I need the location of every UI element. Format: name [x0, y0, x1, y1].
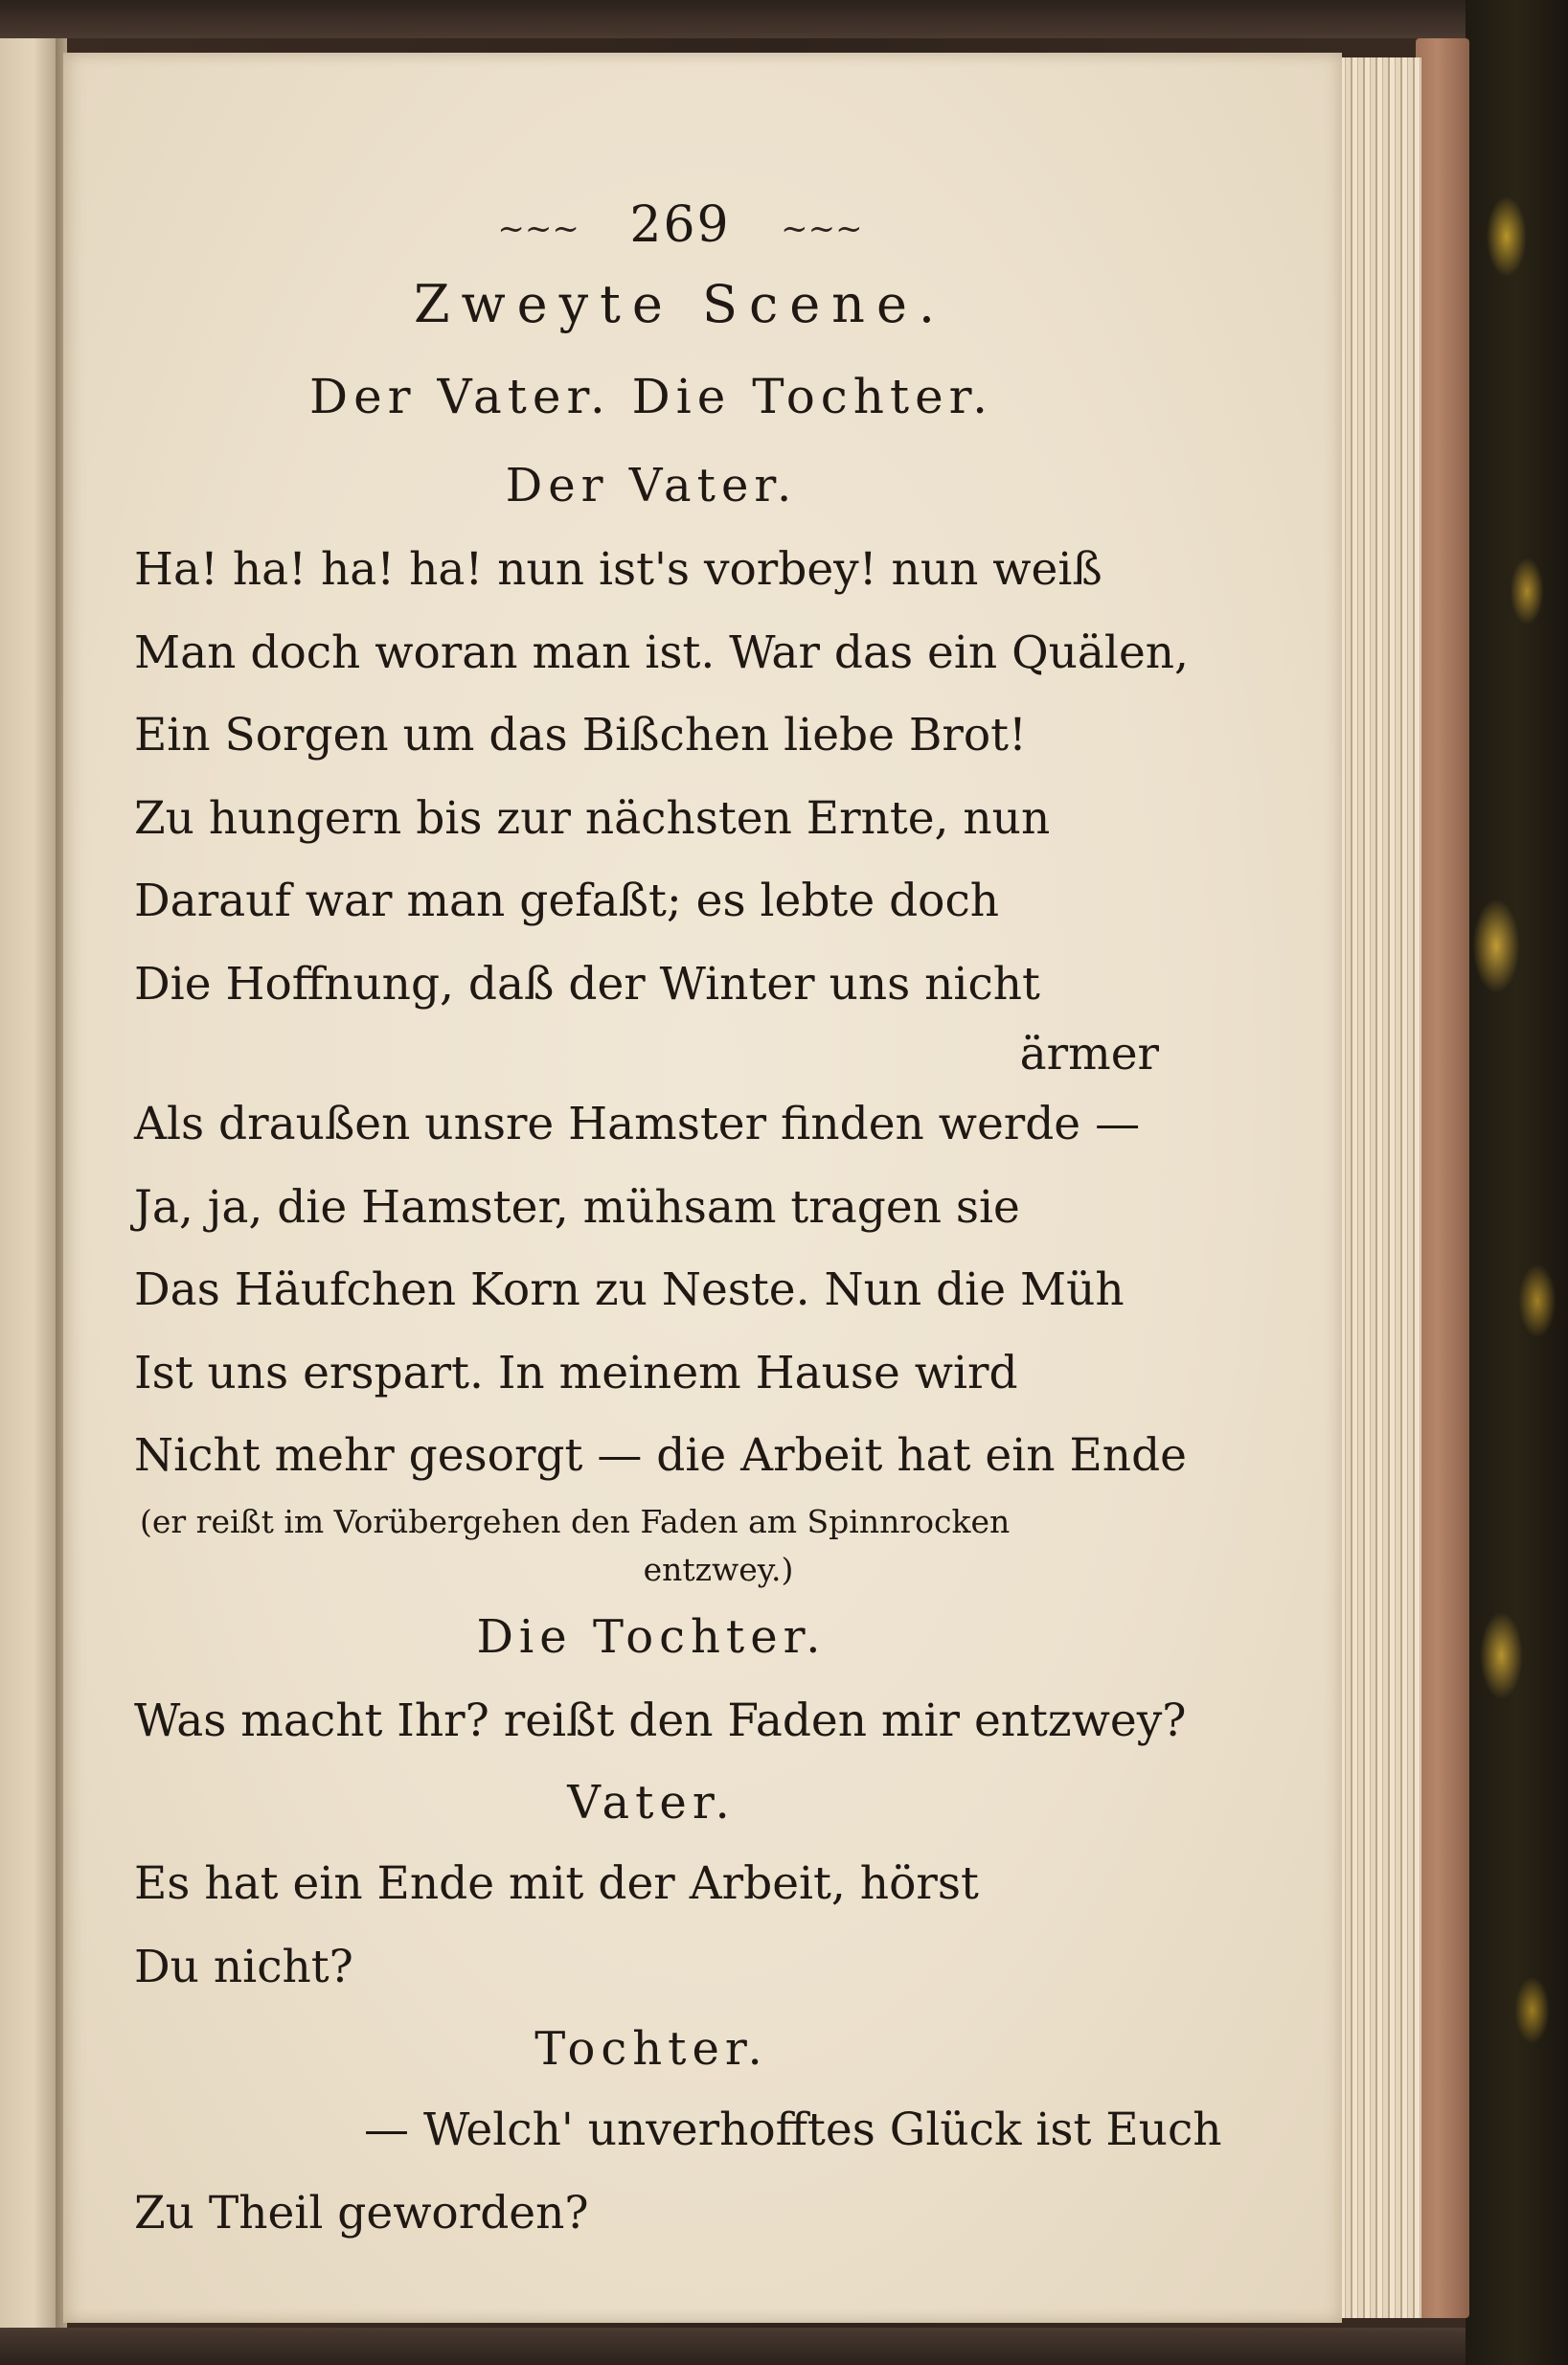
page-stack-edges — [1331, 57, 1421, 2318]
verse-line: Nicht mehr gesorgt — die Arbeit hat ein Ende — [134, 1429, 1187, 1482]
verse-line: Die Hoffnung, daß der Winter uns nicht — [134, 957, 1040, 1011]
verse-line: Ist uns erspart. In meinem Hause wird — [134, 1346, 1018, 1399]
binding-bottom — [0, 2328, 1466, 2365]
stage-direction: (er reißt im Vorübergehen den Faden am Spinnrocken — [140, 1502, 1011, 1540]
page-edge-red — [1416, 38, 1469, 2318]
verse-line: Man doch woran man ist. War das ein Quälen, — [134, 625, 1189, 679]
verse-line: Was macht Ihr? reißt den Faden mir entzwey? — [134, 1694, 1187, 1747]
page-text — [134, 192, 1222, 2255]
speaker-label: Tochter. — [534, 2022, 768, 2076]
speaker-label: Die Tochter. — [476, 1609, 827, 1664]
verse-line: Als draußen unsre Hamster finden werde — — [134, 1098, 1141, 1150]
scene-title: Zweyte Scene. — [413, 274, 947, 334]
verse-line: Zu hungern bis zur nächsten Ernte, nun — [134, 791, 1051, 845]
running-header — [192, 192, 1169, 259]
verse-line: Darauf war man gefaßt; es lebte doch — [134, 875, 1000, 927]
stage-direction-continuation: entzwey.) — [643, 1550, 794, 1588]
verse-line: Das Häufchen Korn zu Neste. Nun die Müh — [134, 1263, 1125, 1316]
speaker-label: Der Vater. — [505, 459, 798, 512]
verse-line: Zu Theil geworden? — [134, 2186, 589, 2240]
verse-line: Ein Sorgen um das Bißchen liebe Brot! — [134, 709, 1027, 762]
header-ornament-right: ~~~ — [781, 209, 863, 248]
page-number: 269 — [629, 196, 731, 254]
characters-line: Der Vater. Die Tochter. — [308, 369, 993, 424]
verse-line: Ja, ja, die Hamster, mühsam tragen sie — [134, 1180, 1020, 1234]
verso-page-edge — [0, 38, 56, 2328]
verse-line: — Welch' unverhofftes Glück ist Euch — [364, 2103, 1222, 2156]
speaker-label: Vater. — [567, 1776, 736, 1830]
marbled-cover — [1466, 0, 1568, 2365]
header-ornament-left: ~~~ — [497, 209, 579, 248]
binding-top — [0, 0, 1466, 38]
verse-line: Es hat ein Ende mit der Arbeit, hörst — [134, 1857, 979, 1910]
verse-line: Du nicht? — [134, 1940, 353, 1993]
dialogue-lines — [134, 443, 1222, 2255]
verse-line: Ha! ha! ha! ha! nun ist's vorbey! nun weiß — [134, 543, 1102, 596]
verse-line-continuation: ärmer — [1019, 1028, 1159, 1080]
